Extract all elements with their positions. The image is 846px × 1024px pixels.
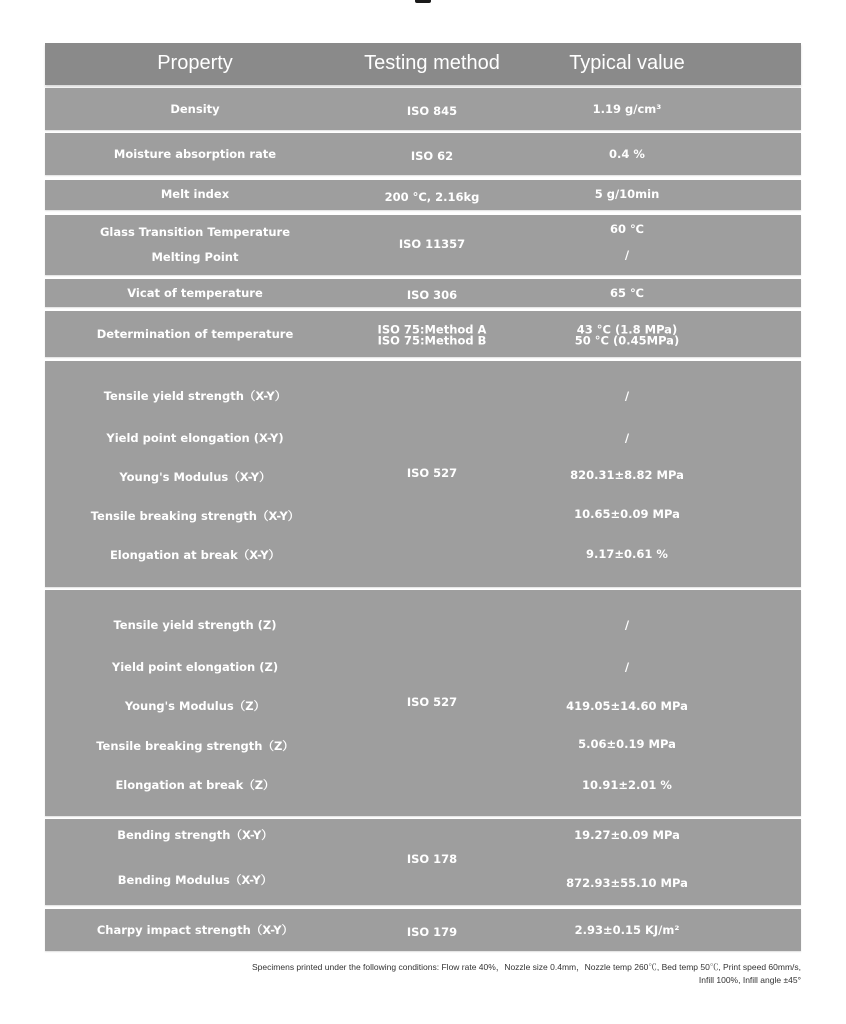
footnote-line-2: Infill 100%, Infill angle ±45°	[698, 975, 801, 985]
value-cell: /	[624, 248, 630, 262]
property-cell: Moisture absorption rate	[113, 147, 277, 161]
value-cell: 872.93±55.10 MPa	[566, 876, 688, 890]
property-cell: Melting Point	[151, 250, 239, 264]
table-row	[45, 133, 801, 175]
value-cell: 5.06±0.19 MPa	[578, 737, 676, 751]
header-typical-value: Typical value	[569, 52, 685, 74]
value-cell: 65 ℃	[610, 286, 644, 300]
property-cell: Determination of temperature	[96, 327, 294, 341]
table-row-group-xy	[45, 361, 801, 587]
method-cell: ISO 75:Method B	[377, 333, 487, 348]
value-cell: 10.91±2.01 %	[582, 778, 672, 792]
value-cell: 820.31±8.82 MPa	[570, 468, 684, 482]
table-row	[45, 180, 801, 210]
method-cell: 200 °C, 2.16kg	[384, 190, 480, 204]
property-cell: Glass Transition Temperature	[99, 225, 291, 239]
property-cell: Yield point elongation (X-Y)	[106, 431, 284, 445]
property-cell: Charpy impact strength（X-Y）	[96, 923, 294, 937]
value-cell: 19.27±0.09 MPa	[574, 828, 680, 842]
method-cell: ISO 178	[406, 852, 458, 866]
value-cell: /	[624, 431, 630, 445]
value-cell: 9.17±0.61 %	[586, 547, 668, 561]
value-cell: 1.19 g/cm³	[592, 102, 662, 116]
print-conditions-footnote	[101, 961, 801, 987]
property-cell: Young's Modulus（Z）	[124, 699, 266, 713]
value-cell: /	[624, 389, 630, 403]
value-cell: /	[624, 660, 630, 674]
table-header	[45, 43, 801, 85]
value-cell: 43 °C (1.8 MPa)	[576, 322, 678, 337]
table-row	[45, 279, 801, 307]
table-row	[45, 88, 801, 130]
property-cell: Yield point elongation (Z)	[111, 660, 279, 674]
table-row	[45, 909, 801, 951]
property-cell: Vicat of temperature	[127, 286, 263, 300]
method-cell: ISO 527	[406, 466, 458, 480]
table-row-group-z	[45, 590, 801, 816]
property-cell: Bending strength（X-Y）	[117, 828, 273, 842]
header-testing-method: Testing method	[364, 52, 500, 74]
value-cell: 5 g/10min	[594, 187, 660, 201]
property-cell: Tensile breaking strength（X-Y）	[90, 509, 300, 523]
value-cell: 2.93±0.15 KJ/m²	[574, 923, 680, 937]
method-cell: ISO 75:Method A	[377, 322, 487, 337]
property-cell: Tensile yield strength（X-Y）	[103, 389, 287, 403]
table-row	[45, 215, 801, 275]
value-cell: 50 °C (0.45MPa)	[574, 333, 680, 348]
method-cell: ISO 306	[406, 288, 458, 302]
cut-off-title-fragment	[415, 0, 431, 3]
method-cell: ISO 845	[406, 104, 458, 118]
value-cell: 0.4 %	[609, 147, 645, 161]
header-property: Property	[157, 52, 233, 74]
method-cell: ISO 62	[410, 149, 454, 163]
footnote-line-1: Specimens printed under the following conditions: Flow rate 40%，Nozzle size 0.4mm，Nozzle temp 260℃, Bed temp 50℃, Print speed 60mm/s,	[252, 962, 801, 972]
value-cell: /	[624, 618, 630, 632]
property-cell: Young's Modulus（X-Y）	[119, 470, 271, 484]
method-cell: ISO 527	[406, 695, 458, 709]
property-cell: Bending Modulus（X-Y）	[117, 873, 273, 887]
value-cell: 60 ℃	[610, 222, 644, 236]
value-cell: 10.65±0.09 MPa	[574, 507, 680, 521]
method-cell: ISO 11357	[398, 237, 466, 251]
table-row	[45, 311, 801, 357]
property-cell: Melt index	[160, 187, 230, 201]
method-cell: ISO 179	[406, 925, 458, 939]
value-cell: 419.05±14.60 MPa	[566, 699, 688, 713]
property-cell: Tensile breaking strength（Z）	[96, 739, 294, 753]
property-cell: Tensile yield strength (Z)	[113, 618, 277, 632]
table-row-group-bending	[45, 819, 801, 905]
property-cell: Elongation at break（X-Y）	[109, 548, 281, 562]
property-cell: Elongation at break（Z）	[115, 778, 275, 792]
property-cell: Density	[170, 102, 220, 116]
